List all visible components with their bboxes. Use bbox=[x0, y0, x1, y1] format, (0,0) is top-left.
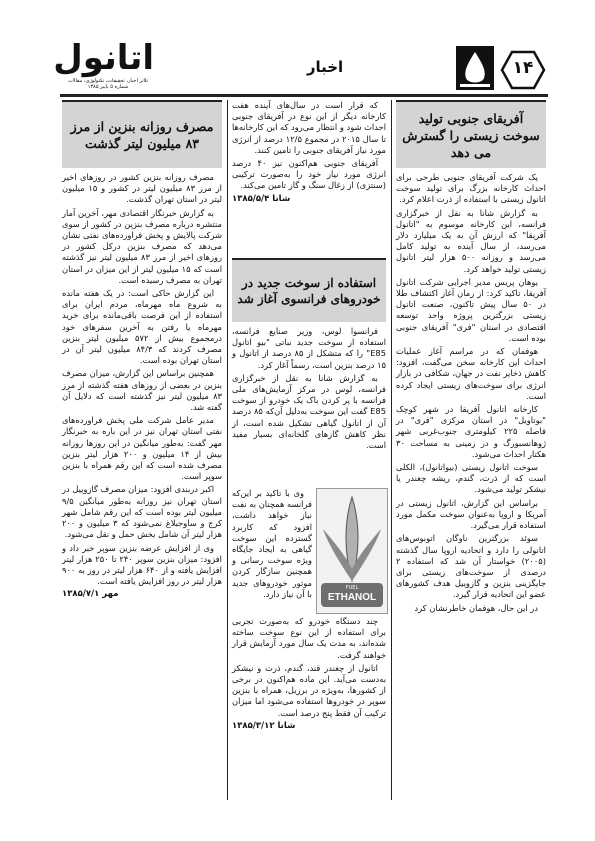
article-date: شانا ۱۳۸۵/۳/۱۲ bbox=[232, 720, 296, 731]
paragraph: همچنین براساس این گزارش، میزان مصرف بنزین در بعضی از روزهای هفته گذشته از مرز ۸۳ میلیون لیتر نیز گذشته است که دلایل آن گفته شد. bbox=[62, 368, 222, 413]
paragraph: اکبر دربندی افزود: میزان مصرف گازوییل در استان تهران نیز روزانه به‌طور میانگین ۹/۵ میلیون لیتر بوده است که این رقم شامل شهر کرج و ساوجبلاغ نمی‌شود که ۳ میلیون و ۲۰۰ هزار لیتر آن شامل بخش حمل و نقل می‌شود. bbox=[62, 484, 222, 540]
article-date: مهر ۱۳۸۵/۷/۱ bbox=[62, 589, 119, 600]
article-headline: استفاده از سوخت جدید در خودروهای فرانسوی آغاز شد bbox=[237, 276, 381, 306]
headline-box bbox=[396, 100, 546, 168]
article-body-middle-wrap bbox=[232, 488, 312, 602]
paragraph: این گزارش حاکی است: در یک هفته مانده به شروع ماه مهرماه، مردم ایران برای استفاده از این فرصت باقی‌مانده برای خرید مهرماه یا رفتن به آخرین سفرهای خود درمجموع بیش از ۵۷۲ میلیون لیتر بنزین مصرف کردند که ۸۴/۳ میلیون لیتر آن در استان تهران بوده است. bbox=[62, 288, 223, 366]
magazine-logo: اتانول bbox=[53, 38, 154, 78]
paragraph: سوخت اتانول زیستی (بیواتانول)، الکلی است که از ذرت، گندم، ریشه چغندر یا نیشکر تولید می‌شود. bbox=[396, 462, 546, 495]
paragraph: مصرف روزانه بنزین کشور در روزهای اخیر از مرز ۸۳ میلیون لیتر در کشور و ۱۵ میلیون لیتر در استان تهران گذشت. bbox=[62, 172, 222, 205]
paragraph: یوهان پریس مدیر اجرایی شرکت اتانول آفریقا، تاکید کرد: از زمان آغاز اکتشاف طلا در ۵۰ سال پیش تاکنون، صنعت اتانول زیستی بزرگترین پروژه واحد توسعه اقتصادی در استان "فری" آفریقای جنوبی بوده است. bbox=[396, 276, 546, 343]
column-divider bbox=[391, 100, 392, 800]
article-headline: مصرف روزانه بنزین از مرز ۸۳ میلیون لیتر گذشت bbox=[70, 119, 214, 151]
ethanol-drop-logo-icon bbox=[452, 40, 498, 96]
headline-box bbox=[62, 100, 222, 168]
paragraph: وی با تاکید بر این‌که فرانسه همچنان به نفت نیاز خواهد داشت، افزود که کاربرد گسترده این سوخت گیاهی به ایجاد جایگاه ویژه سوخت رسانی و همچنین سازگار کردن موتور خودروهای جدید با آن نیاز دارد. bbox=[232, 488, 312, 599]
article-date: شانا ۱۳۸۵/۵/۴ bbox=[232, 193, 291, 204]
article-body-middle bbox=[232, 326, 386, 453]
paragraph: به گزارش خبرنگار اقتصادی مهر، آخرین آمار منتشره درباره مصرف بنزین در کشور از سوی شرکت پالایش و پخش فراورده‌های نفتی نشان می‌دهد که مصرف بنزین درکل کشور در روزهای اخیر از مرز ۸۳ میلیون لیتر نیز گذشته است که ۱۵ میلیون لیتر از این میزان در استان تهران به مصرف رسیده است. bbox=[62, 207, 222, 285]
article-headline: آفریقای جنوبی تولید سوخت زیستی را گسترش می دهد bbox=[402, 110, 540, 160]
header-rule bbox=[60, 94, 548, 97]
headline-box bbox=[232, 258, 386, 322]
article-body-right bbox=[396, 172, 546, 616]
paragraph: وی از افزایش عرضه بنزین سوپر خبر داد و افزود: میزان بنزین سوپر ۲۴۰ تا ۲۵۰ هزار لیتر افزایش یافته و از ۶۴۰ هزار لیتر در روز به ۹۰۰ هزار لیتر در روز افزایش یافته است. bbox=[62, 542, 222, 587]
magazine-info: تلاتر اخبار، تحقیقات، تکنولوژی، مقالات شماره ۵ پاییز ۱۳۸۵ bbox=[67, 78, 149, 90]
paragraph: کارخانه اتانول آفریقا در شهر کوچک "بوتاویل" در استان مرکزی "فری" در فاصله ۲۲۵ کیلومتری جنوب‌غربی شهر ژوهانسبورگ و در زمینی به مساحت ۳۰ هکتار احداث می‌شود. bbox=[396, 404, 546, 459]
paragraph: به گزارش شانا به نقل از خبرگزاری فرانسه، این کارخانه موسوم به "اتانول آفریقا" که ارزش آن به یک میلیارد دلار می‌رسد، از سال آینده به تولید کامل می‌رسد و روزانه ۵۰۰ هزار لیتر اتانول زیستی تولید خواهد کرد. bbox=[396, 207, 546, 274]
paragraph: فرانسوا لوس، وزیر صنایع فرانسه، استفاده از سوخت جدید نباتی "بیو اتانول E85" را که متشکل از ۸۵ درصد از اتانول و ۱۵ درصد بنزین است، رسماً آغاز کرد. bbox=[232, 326, 386, 370]
paragraph: مدیر عامل شرکت ملی پخش فراورده‌های نفتی استان تهران نیز در این باره به خبرنگار مهر گفت: به‌طور میانگین در این روزها روزانه بیش از ۱۴ میلیون و ۲۰۰ هزار لیتر بنزین مصرف شده است که این رقم همراه با بنزین سوپر است. bbox=[62, 415, 223, 482]
paragraph: آفریقای جنوبی هم‌اکنون نیز ۴۰ درصد انرژی مورد نیاز خود را به‌صورت ترکیبی (سنتزی) از زغال سنگ و گاز تامین می‌کند. bbox=[232, 158, 386, 191]
image-label: ETHANOL bbox=[327, 592, 377, 603]
article-body-middle-bottom bbox=[232, 616, 386, 732]
paragraph: چند دستگاه خودرو که به‌صورت تجربی برای استفاده از این نوع سوخت ساخته شده‌اند، به مدت یک سال مورد آزمایش قرار خواهند گرفت. bbox=[232, 616, 386, 660]
paragraph: اتانول از چغندر قند، گندم، ذرت و نیشکر به‌دست می‌آید. این ماده هم‌اکنون در برخی از کشورها، به‌ویژه در برزیل، همراه با بنزین سوپر در خودروها استفاده می‌شود اما میزان ترکیب آن فقط پنج درصد است. bbox=[232, 662, 386, 718]
article-body-middle-top bbox=[232, 100, 386, 205]
paragraph: به گزارش شانا به نقل از خبرگزاری فرانسه، لوس در مرکز آزمایش‌های ملی فرانسه با پر کردن باک یک خودرو از سوخت E85 گفت این سوخت به‌دلیل آن‌که ۸۵ درصد آن از اتانول گیاهی تشکیل شده است، از نظر کاهش گازهای گلخانه‌ای بسیار مفید است. bbox=[232, 372, 386, 451]
ethanol-corn-image bbox=[316, 488, 388, 614]
paragraph: که قرار است در سال‌های آینده هفت کارخانه دیگر از این نوع در آفریقای جنوبی احداث شود و انتظار می‌رود که این کارخانه‌ها تا سال ۲۰۱۵ در مجموع ۱۲/۵ درصد از انرژی مورد نیاز آفریقای جنوبی را تامین کنند. bbox=[232, 100, 386, 155]
paragraph: در این حال، هوفمان خاطرنشان کرد bbox=[414, 602, 538, 613]
paragraph: یک شرکت آفریقای جنوبی طرحی برای احداث کارخانه بزرگ برای تولید سوخت اتانول زیستی با استفاده از ذرت اعلام کرد. bbox=[396, 172, 546, 205]
column-divider bbox=[227, 100, 228, 800]
paragraph: براساس این گزارش، اتانول زیستی در آمریکا و اروپا به‌عنوان سوخت مکمل مورد استفاده قرار می‌گیرد. bbox=[396, 497, 546, 531]
section-title: اخبار bbox=[306, 58, 344, 76]
paragraph: سوئد بزرگترین ناوگان اتوبوس‌های اتانولی را دارد و اتحادیه اروپا سال گذشته (۲۰۰۵) خواستار آن شد که استفاده ۲ درصدی از سوخت‌های زیستی برای جایگزینی بنزین و گازوییل هدف کشورهای عضو این اتحادیه قرار گیرد. bbox=[396, 533, 546, 600]
image-sublabel: FUEL bbox=[345, 585, 359, 591]
page-number: ۱۴ bbox=[512, 58, 534, 78]
paragraph: هوفمان که در مراسم آغاز عملیات احداث این کارخانه سخن می‌گفت، افزود: کاهش ذخایر نفت در جهان، شکافی در بازار انرژی برای سوخت‌های زیستی ایجاد کرده است. bbox=[396, 346, 546, 401]
article-body-left bbox=[62, 172, 222, 601]
